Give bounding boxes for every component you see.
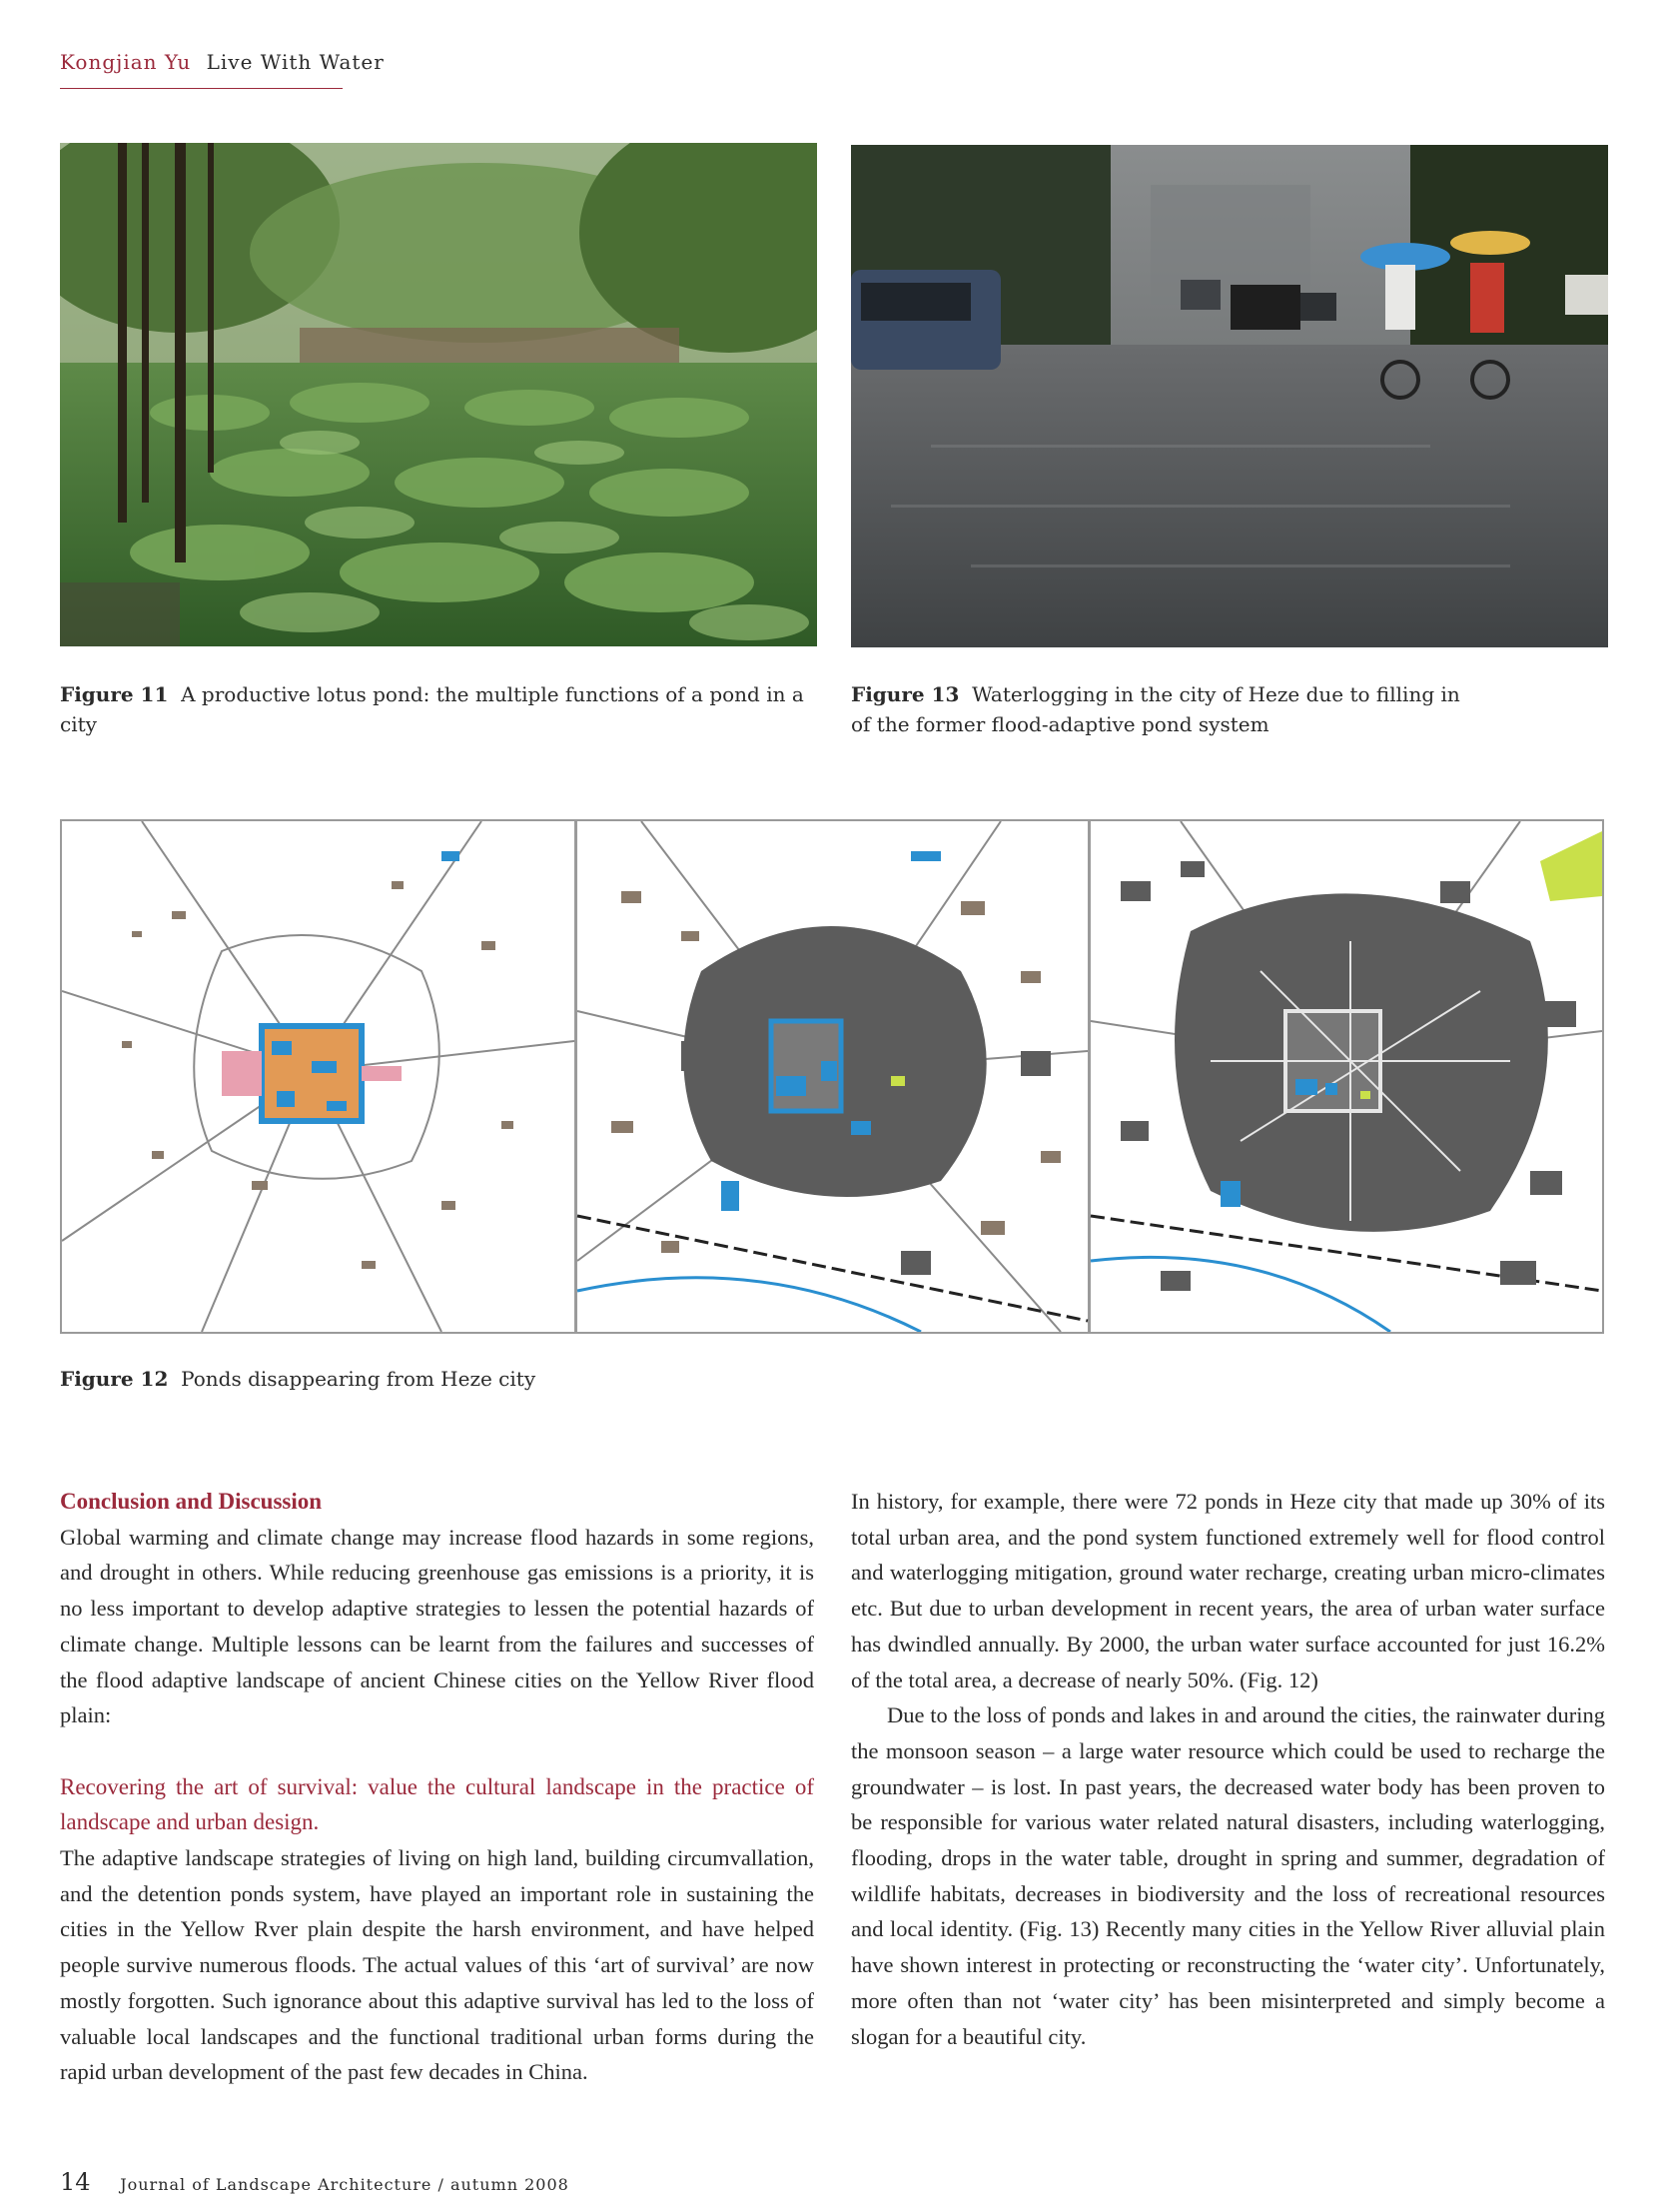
body-column-right [851,1484,1605,2054]
page-number: 14 [60,2168,91,2196]
page-footer [60,2168,569,2196]
figure-11-label: Figure 11 [60,682,169,706]
figure-13-label: Figure 13 [851,682,960,706]
section-heading: Conclusion and Discussion [60,1489,323,1514]
header-author: Kongjian Yu [60,50,192,74]
figure-12-maps [60,819,1604,1334]
intro-paragraph: Global warming and climate change may increase flood hazards in some regions, and drought in others. While reducing greenhouse gas emissions is a priority, it is no less important to develop adaptive strategies to lessen the potential hazards of climate change. Multiple lessons can be learnt from the failures and successes of the flood adaptive landscape of ancient Chinese cities on the Yellow River flood plain: [60,1524,814,1728]
lotus-pond-illustration [60,143,817,646]
figure-11-text: A productive lotus pond: the multiple functions of a pond in a city [60,682,804,736]
header-rule [60,88,343,89]
figure-13-text: Waterlogging in the city of Heze due to filling in of the former flood-adaptive pond system [851,682,1460,736]
figure-11-photo [60,143,817,646]
subsection-heading: Recovering the art of survival: value the cultural landscape in the practice of landscape and urban design. [60,1773,814,1835]
figure-12-label: Figure 12 [60,1367,169,1391]
figure-13-photo [851,145,1608,647]
header-title: Live With Water [206,50,385,74]
figure-13-caption [851,679,1460,739]
figure-12-text: Ponds disappearing from Heze city [181,1367,536,1391]
body-column-left [60,1484,814,2090]
paragraph-2: In history, for example, there were 72 ponds in Heze city that made up 30% of its total urban area, and the pond system functioned extremely well for flood control and waterlogging mitigation, ground water recharge, creating urban micro-climates etc. But due to urban development in recent years, the area of urban water surface has dwindled annually. By 2000, the urban water surface accounted for just 16.2% of the total area, a decrease of nearly 50%. (Fig. 12) [851,1489,1605,1692]
paragraph-3: Due to the loss of ponds and lakes in and around the cities, the rainwater during the monsoon season – a large water resource which could be used to recharge the groundwater – is lost. In past years, the decreased water body has been proven to be responsible for various water related natural disasters, including waterlogging, flooding, drops in the water table, drought in spring and summer, degradation of wildlife habitats, decreases in biodiversity and the loss of recreational resources and local identity. (Fig. 13) Recently many cities in the Yellow River alluvial plain have shown interest in protecting or reconstructing the ‘water city’. Unfortunately, more often than not ‘water city’ has been misinterpreted and simply become a slogan for a beautiful city. [851,1702,1605,2049]
paragraph-1: The adaptive landscape strategies of living on high land, building circumvallation, and the detention ponds system, have played an important role in sustaining the cities in the Yellow Rver plain despite the harsh environment, and have helped people survive numerous floods. The actual values of this ‘art of survival’ are now mostly forgotten. Such ignorance about this adaptive survival has led to the loss of valuable local landscapes and the functional traditional urban forms during the rapid urban development of the past few decades in China. [60,1845,814,2085]
running-header [60,50,385,74]
flooded-street-illustration [851,145,1608,647]
journal-name: Journal of Landscape Architecture / autumn 2008 [120,2175,569,2194]
figure-11-caption [60,679,819,739]
pond-maps-illustration [62,821,1602,1332]
figure-12-caption [60,1364,859,1394]
